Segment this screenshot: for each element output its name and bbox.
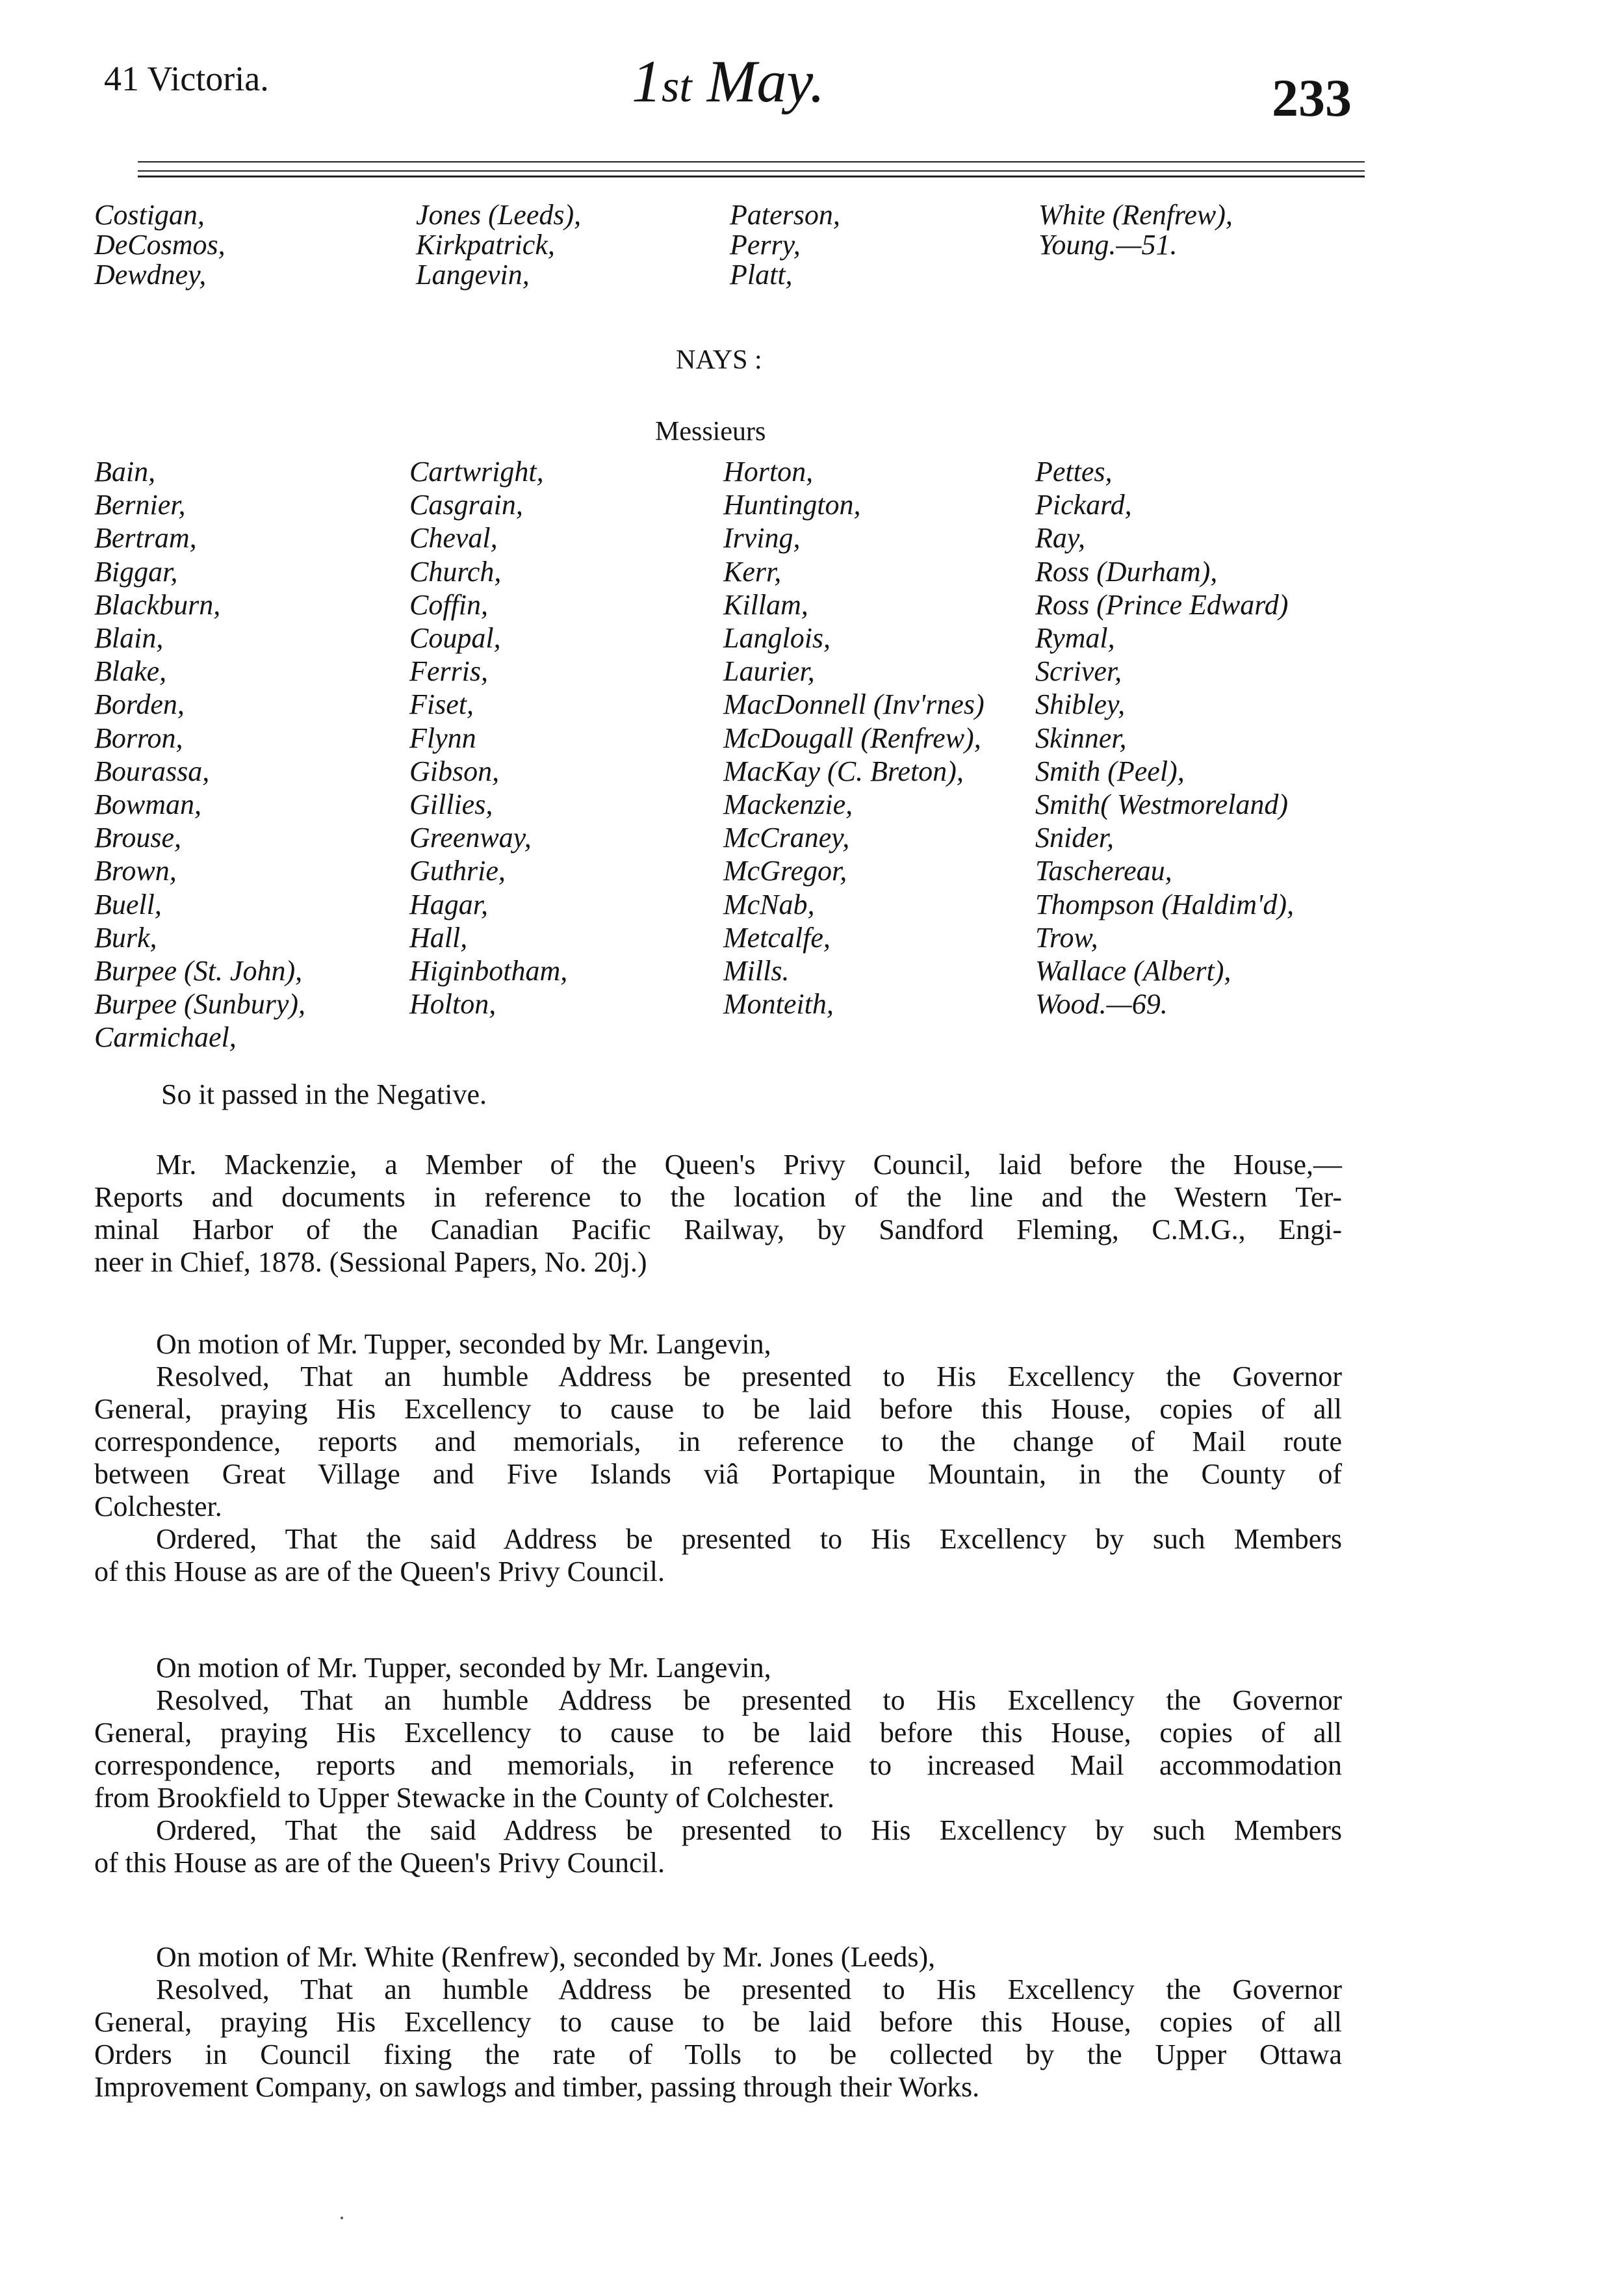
member-name: Laurier,	[723, 655, 815, 688]
member-name: Guthrie,	[409, 855, 506, 887]
paragraph-line: Resolved, That an humble Address be presented to His Excellency the Governor	[156, 1361, 1342, 1392]
member-name: Dewdney,	[94, 259, 207, 291]
member-name: McNab,	[723, 888, 815, 920]
member-name: Langlois,	[723, 622, 831, 654]
member-name: Trow,	[1035, 921, 1098, 954]
member-name: Platt,	[730, 259, 793, 291]
member-name: Coupal,	[409, 622, 501, 654]
member-name: Coffin,	[409, 588, 489, 621]
member-name: Gillies,	[409, 789, 493, 820]
paragraph-line: Improvement Company, on sawlogs and timber, passing through their Works.	[94, 2071, 980, 2103]
header-rule-bottom	[138, 176, 1365, 177]
member-name: Pickard,	[1035, 489, 1132, 521]
member-name: Skinner,	[1035, 722, 1127, 754]
date-day: 1	[632, 48, 662, 114]
paragraph-line: Reports and documents in reference to the location of the line and the Western Ter-	[94, 1181, 1342, 1213]
member-name: Ray,	[1035, 522, 1085, 554]
member-name: Brown,	[94, 855, 177, 887]
paragraph-line: correspondence, reports and memorials, in reference to increased Mail accommodation	[94, 1749, 1342, 1781]
regnal-year: 41 Victoria.	[104, 59, 269, 98]
paragraph-line: between Great Village and Five Islands viâ Portapique Mountain, in the County of	[94, 1458, 1342, 1490]
member-name: Burk,	[94, 921, 157, 954]
member-name: Wallace (Albert),	[1035, 955, 1231, 987]
member-name: Ross (Prince Edward)	[1035, 588, 1289, 621]
member-name: Fiset,	[409, 688, 474, 721]
member-name: MacKay (C. Breton),	[723, 755, 964, 787]
paragraph-line: correspondence, reports and memorials, in reference to the change of Mail route	[94, 1426, 1342, 1457]
member-name: Buell,	[94, 888, 162, 920]
paragraph-line: Resolved, That an humble Address be presented to His Excellency the Governor	[156, 1684, 1342, 1716]
member-name: Burpee (Sunbury),	[94, 988, 306, 1021]
paragraph-line: General, praying His Excellency to cause to be laid before this House, copies of all	[94, 1393, 1342, 1425]
member-name: Ferris,	[409, 655, 488, 688]
paragraph-line: On motion of Mr. Tupper, seconded by Mr. Langevin,	[156, 1652, 771, 1684]
member-name: Bertram,	[94, 522, 197, 554]
ink-speck	[341, 2217, 343, 2219]
member-name: Bain,	[94, 456, 156, 488]
page-number: 233	[1272, 68, 1352, 127]
paragraph-line: On motion of Mr. White (Renfrew), seconded by Mr. Jones (Leeds),	[156, 1941, 936, 1973]
member-name: Higinbotham,	[409, 955, 568, 987]
member-name: Perry,	[730, 229, 801, 261]
member-name: Blain,	[94, 622, 164, 654]
member-name: Gibson,	[409, 755, 500, 787]
member-name: Casgrain,	[409, 489, 523, 521]
member-name: Paterson,	[730, 199, 840, 231]
header-rule-middle	[138, 170, 1365, 172]
member-name: Metcalfe,	[723, 921, 831, 954]
member-name: Hagar,	[409, 888, 489, 920]
member-name: Bowman,	[94, 789, 201, 820]
member-name: Scriver,	[1035, 655, 1122, 688]
member-name: McCraney,	[723, 822, 850, 854]
member-name: Young.—51.	[1038, 229, 1178, 261]
member-name: McGregor,	[723, 855, 847, 887]
member-name: Snider,	[1035, 822, 1114, 854]
member-name: Shibley,	[1035, 688, 1126, 721]
paragraph-line: Orders in Council fixing the rate of Tolls to be collected by the Upper Ottawa	[94, 2039, 1342, 2070]
member-name: Smith( Westmoreland)	[1035, 789, 1289, 820]
member-name: Carmichael,	[94, 1021, 237, 1054]
member-name: Langevin,	[416, 259, 530, 291]
header-rule-top	[138, 161, 1365, 163]
member-name: McDougall (Renfrew),	[723, 722, 981, 754]
member-name: Biggar,	[94, 555, 178, 588]
paragraph-line: On motion of Mr. Tupper, seconded by Mr. Langevin,	[156, 1328, 771, 1360]
member-name: Jones (Leeds),	[416, 199, 582, 231]
paragraph-line: Ordered, That the said Address be presented to His Excellency by such Members	[156, 1814, 1342, 1846]
member-name: Huntington,	[723, 489, 861, 521]
member-name: Mackenzie,	[723, 789, 853, 820]
paragraph-line: neer in Chief, 1878. (Sessional Papers, No. 20j.)	[94, 1246, 647, 1278]
member-name: Kirkpatrick,	[416, 229, 555, 261]
paragraph-line: minal Harbor of the Canadian Pacific Railway, by Sandford Fleming, C.M.G., Engi-	[94, 1214, 1342, 1245]
member-name: MacDonnell (Inv'rnes)	[723, 688, 985, 721]
member-name: Smith (Peel),	[1035, 755, 1185, 787]
member-name: Horton,	[723, 456, 814, 488]
member-name: Mills.	[723, 955, 790, 987]
member-name: Killam,	[723, 588, 808, 621]
paragraph-line: from Brookfield to Upper Stewacke in the County of Colchester.	[94, 1782, 834, 1814]
nays-heading: NAYS :	[676, 345, 762, 375]
member-name: Greenway,	[409, 822, 532, 854]
paragraph-line: General, praying His Excellency to cause to be laid before this House, copies of all	[94, 1717, 1342, 1749]
member-name: Cheval,	[409, 522, 498, 554]
vote-result: So it passed in the Negative.	[161, 1078, 487, 1110]
member-name: Blackburn,	[94, 588, 221, 621]
member-name: Church,	[409, 555, 502, 588]
paragraph-line: General, praying His Excellency to cause to be laid before this House, copies of all	[94, 2006, 1342, 2038]
member-name: Bernier,	[94, 489, 186, 521]
paragraph-line: of this House as are of the Queen's Privy Council.	[94, 1556, 665, 1587]
member-name: Rymal,	[1035, 622, 1115, 654]
member-name: Hall,	[409, 921, 468, 954]
page-date	[632, 47, 825, 116]
member-name: Costigan,	[94, 199, 205, 231]
member-name: Holton,	[409, 988, 496, 1021]
member-name: Ross (Durham),	[1035, 555, 1218, 588]
date-ordinal-suffix: st	[662, 62, 692, 112]
member-name: Wood.—69.	[1035, 988, 1168, 1021]
member-name: Taschereau,	[1035, 855, 1172, 887]
paragraph-line: Mr. Mackenzie, a Member of the Queen's Privy Council, laid before the House,—	[156, 1149, 1342, 1180]
member-name: White (Renfrew),	[1038, 199, 1233, 231]
member-name: Monteith,	[723, 988, 834, 1021]
paragraph-line: Colchester.	[94, 1491, 222, 1522]
member-name: Irving,	[723, 522, 801, 554]
paragraph-line: Resolved, That an humble Address be presented to His Excellency the Governor	[156, 1974, 1342, 2005]
member-name: Cartwright,	[409, 456, 544, 488]
paragraph-line: of this House as are of the Queen's Privy Council.	[94, 1847, 665, 1879]
paragraph-line: Ordered, That the said Address be presented to His Excellency by such Members	[156, 1523, 1342, 1555]
nays-subheading: Messieurs	[655, 417, 766, 447]
member-name: Blake,	[94, 655, 167, 688]
member-name: Bourassa,	[94, 755, 210, 787]
member-name: Borron,	[94, 722, 183, 754]
member-name: Borden,	[94, 688, 185, 721]
member-name: Brouse,	[94, 822, 182, 854]
member-name: Flynn	[409, 722, 476, 754]
date-month: May.	[691, 48, 825, 114]
member-name: Kerr,	[723, 555, 782, 588]
member-name: Burpee (St. John),	[94, 955, 303, 987]
member-name: Thompson (Haldim'd),	[1035, 888, 1295, 920]
member-name: DeCosmos,	[94, 229, 226, 261]
member-name: Pettes,	[1035, 456, 1113, 488]
